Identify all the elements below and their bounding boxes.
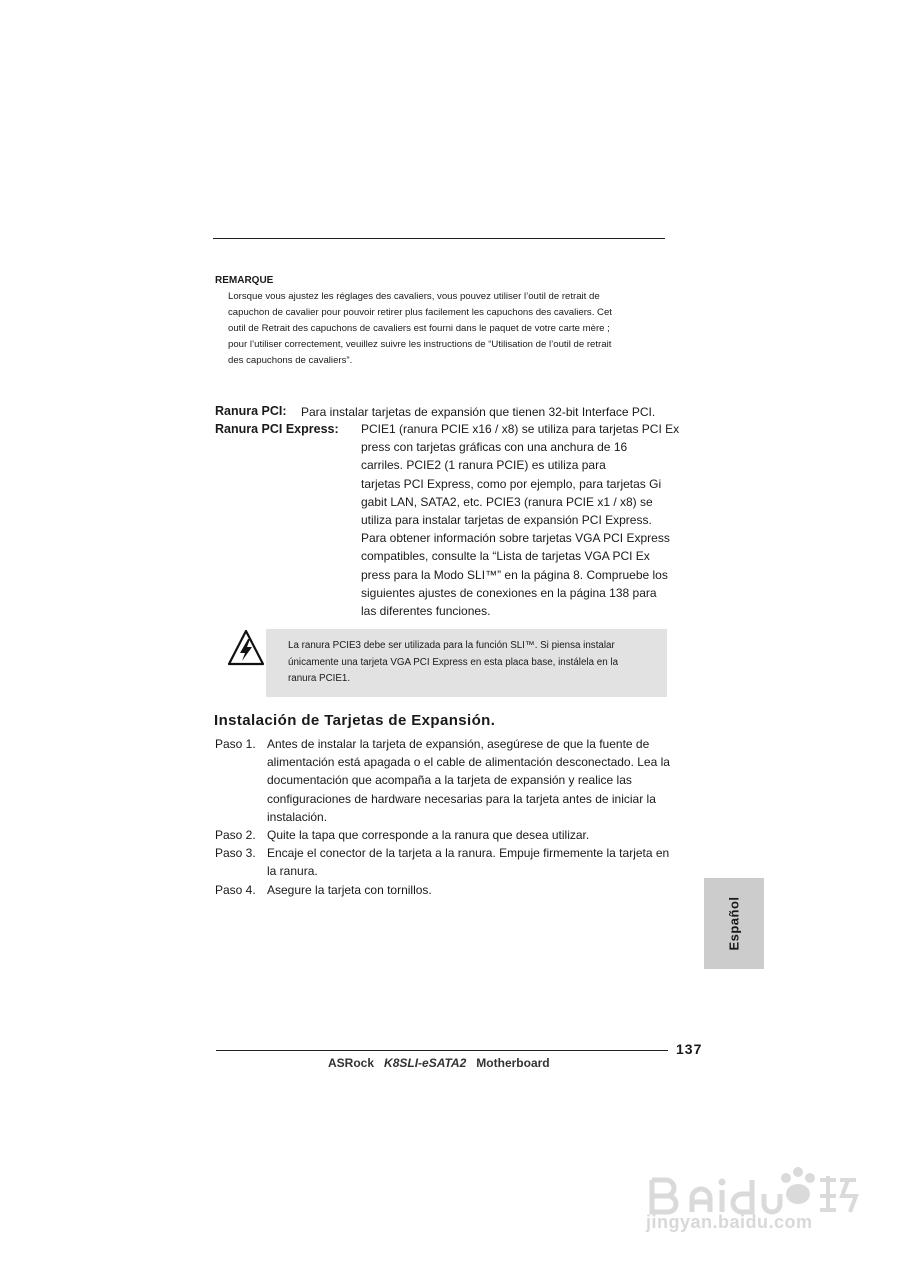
warning-icon (226, 628, 266, 668)
step-line: Antes de instalar la tarjeta de expansión, asegúrese de que la fuente de (267, 737, 650, 751)
footer-line (328, 1056, 550, 1070)
pcie-line: tarjetas PCI Express, como por ejemplo, para tarjetas Gi (361, 476, 662, 491)
remarque-line: pour l’utiliser correctement, veuillez suivre les instructions de “Utilisation de l’outil de retrait (228, 339, 612, 350)
footer-brand: ASRock (328, 1056, 375, 1070)
step-line: alimentación está apagada o el cable de alimentación desconectado. Lea la (267, 755, 670, 770)
step-line: Quite la tapa que corresponde a la ranura que desea utilizar. (267, 828, 590, 842)
pcie-line: siguientes ajustes de conexiones en la página 138 para (361, 585, 657, 600)
note-line: La ranura PCIE3 debe ser utilizada para la función SLI™. Si piensa instalar (288, 640, 615, 651)
remarque-line: outil de Retrait des capuchons de cavaliers est fourni dans le paquet de votre carte mère ; (228, 323, 610, 334)
pcie-slot-text (361, 420, 680, 620)
step-3-label: Paso 3. (215, 846, 256, 860)
pcie-line: carriles. PCIE2 (1 ranura PCIE) es utiliza para (361, 458, 606, 473)
step-2-text (267, 826, 677, 844)
footer-divider (216, 1050, 668, 1051)
remarque-line: des capuchons de cavaliers”. (228, 355, 353, 366)
footer-product: Motherboard (476, 1056, 550, 1070)
pcie-line: press con tarjetas gráficas con una anchura de 16 (361, 440, 628, 455)
step-line: configuraciones de hardware necesarias para la tarjeta antes de iniciar la (267, 791, 656, 806)
note-line: ranura PCIE1. (288, 673, 351, 684)
step-line: la ranura. (267, 864, 318, 879)
footer-model: K8SLI-eSATA2 (384, 1056, 467, 1070)
step-3-text (267, 844, 677, 880)
pcie-line: Para obtener información sobre tarjetas VGA PCI Express (361, 531, 670, 546)
step-line: instalación. (267, 809, 328, 824)
language-tab (704, 878, 764, 969)
section-title: Instalación de Tarjetas de Expansión. (214, 712, 496, 729)
pcie-slot-label: Ranura PCI Express: (215, 422, 339, 436)
step-line: Asegure la tarjeta con tornillos. (267, 883, 432, 897)
note-line: únicamente una tarjeta VGA PCI Express en esta placa base, instálela en la (288, 656, 619, 668)
pci-slot-text: Para instalar tarjetas de expansión que tienen 32-bit Interface PCI. (301, 405, 656, 419)
language-tab-label: Español (726, 896, 742, 951)
step-line: documentación que acompaña a la tarjeta de expansión y realice las (267, 773, 632, 788)
step-1-label: Paso 1. (215, 737, 256, 751)
pcie-line: gabit LAN, SATA2, etc. PCIE3 (ranura PCIE x1 / x8) se (361, 494, 653, 509)
pcie-line: press para la Modo SLI™” en la página 8. Compruebe los (361, 567, 668, 582)
step-4-text (267, 881, 677, 899)
baidu-watermark-logo (640, 1150, 860, 1250)
pcie-line: compatibles, consulte la “Lista de tarjetas VGA PCI Ex (361, 549, 650, 564)
remarque-line: capuchon de cavalier pour pouvoir retirer plus facilement les capuchons des cavaliers. Cet (228, 307, 612, 318)
pcie-line: utiliza para instalar tarjetas de expansión PCI Express. (361, 513, 652, 528)
watermark-url: jingyan.baidu.com (646, 1212, 813, 1232)
remarque-body (228, 289, 668, 369)
step-1-text (267, 735, 677, 826)
note-text (288, 638, 618, 688)
remarque-line: Lorsque vous ajustez les réglages des cavaliers, vous pouvez utiliser l’outil de retrait de (228, 291, 600, 302)
pci-slot-label: Ranura PCI: (215, 404, 287, 418)
step-2-label: Paso 2. (215, 828, 256, 842)
top-divider (213, 238, 665, 239)
step-4-label: Paso 4. (215, 883, 256, 897)
pcie-line: las diferentes funciones. (361, 604, 491, 619)
step-line: Encaje el conector de la tarjeta a la ranura. Empuje firmemente la tarjeta en (267, 846, 670, 860)
remarque-title: REMARQUE (215, 275, 274, 286)
page-number: 137 (676, 1041, 703, 1057)
pcie-line: PCIE1 (ranura PCIE x16 / x8) se utiliza para tarjetas PCI Ex (361, 422, 680, 436)
